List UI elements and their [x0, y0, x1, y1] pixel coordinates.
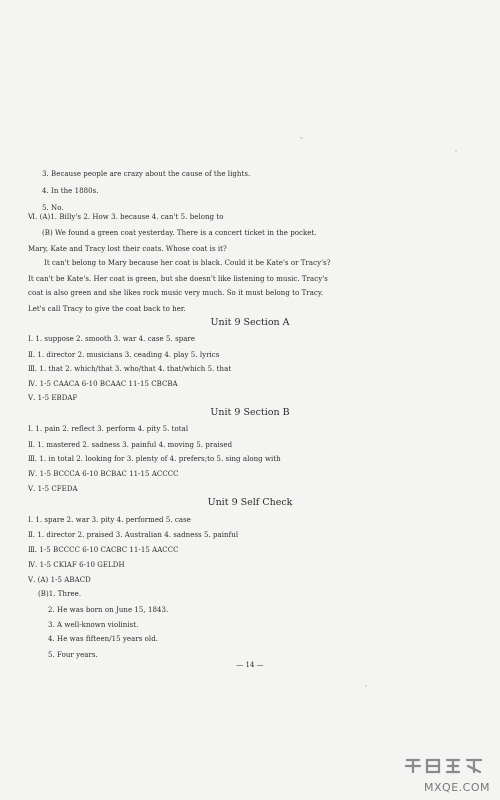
answer-line: Ⅱ. 1. mastered 2. sadness 3. painful 4. moving 5. praised [28, 441, 233, 449]
answer-line: Ⅵ. (A)1. Billy's 2. How 3. because 4. can't 5. belong to [28, 213, 224, 221]
watermark-text: MXQE.COM [424, 781, 490, 794]
answer-line: 4. He was fifteen/15 years old. [48, 635, 159, 643]
answer-line: Ⅴ. (A) 1-5 ABACD [28, 576, 91, 584]
answer-line: It can't belong to Mary because her coat is black. Could it be Kate's or Tracy's? [44, 259, 331, 267]
scan-speck [455, 150, 457, 152]
answer-line: Ⅳ. 1-5 CKIAF 6-10 GELDH [28, 561, 125, 569]
answer-line: Ⅴ. 1-5 CFEDA [28, 485, 78, 493]
scan-speck [365, 685, 367, 687]
answer-line: Ⅳ. 1-5 BCCCA 6-10 BCBAC 11-15 ACCCC [28, 470, 179, 478]
answer-line: Let's call Tracy to give the coat back to her. [28, 305, 186, 313]
answer-line: Ⅴ. 1-5 EBDAF [28, 394, 78, 402]
answer-line: Mary, Kate and Tracy lost their coats. Whose coat is it? [28, 245, 227, 253]
answer-line: Ⅰ. 1. spare 2. war 3. pity 4. performed 5. case [28, 516, 191, 524]
answer-line: It can't be Kate's. Her coat is green, but she doesn't like listening to music. Tracy's [28, 275, 328, 283]
answer-line: 2. He was born on June 15, 1843. [48, 606, 169, 614]
answer-line: Ⅲ. 1. in total 2. looking for 3. plenty of 4. prefers;to 5. sing along with [28, 455, 281, 463]
page-number: — 14 — [236, 661, 264, 669]
section-heading: Unit 9 Self Check [207, 497, 293, 508]
answer-line: (B) We found a green coat yesterday. There is a concert ticket in the pocket. [42, 229, 317, 237]
answer-line: coat is also green and she likes rock music very much. So it must belong to Tracy. [28, 289, 324, 297]
answer-line: Ⅰ. 1. pain 2. reflect 3. perform 4. pity 5. total [28, 425, 189, 433]
section-heading: Unit 9 Section B [210, 407, 290, 418]
section-heading: Unit 9 Section A [210, 317, 290, 328]
answer-line: Ⅲ. 1. that 2. which/that 3. who/that 4. that/which 5. that [28, 365, 232, 373]
answer-line: Ⅳ. 1-5 CAACA 6-10 BCAAC 11-15 CBCBA [28, 380, 178, 388]
answer-line: 5. Four years. [48, 651, 98, 659]
answer-line: 3. Because people are crazy about the cause of the lights. [42, 170, 251, 178]
answer-line: Ⅱ. 1. director 2. praised 3. Australian 4. sadness 5. painful [28, 531, 239, 539]
answer-line: Ⅱ. 1. director 2. musicians 3. ceading 4. play 5. lyrics [28, 351, 220, 359]
answer-line: 4. In the 1880s. [42, 187, 99, 195]
answer-line: 3. A well-known violinist. [48, 621, 139, 629]
answer-line: Ⅲ. 1-5 BCCCC 6-10 CACBC 11-15 AACCC [28, 546, 179, 554]
answer-line: 5. No. [42, 204, 64, 212]
answer-line: Ⅰ. 1. suppose 2. smooth 3. war 4. case 5. spare [28, 335, 196, 343]
scan-speck [300, 137, 303, 139]
answer-line: (B)1. Three. [38, 590, 82, 598]
